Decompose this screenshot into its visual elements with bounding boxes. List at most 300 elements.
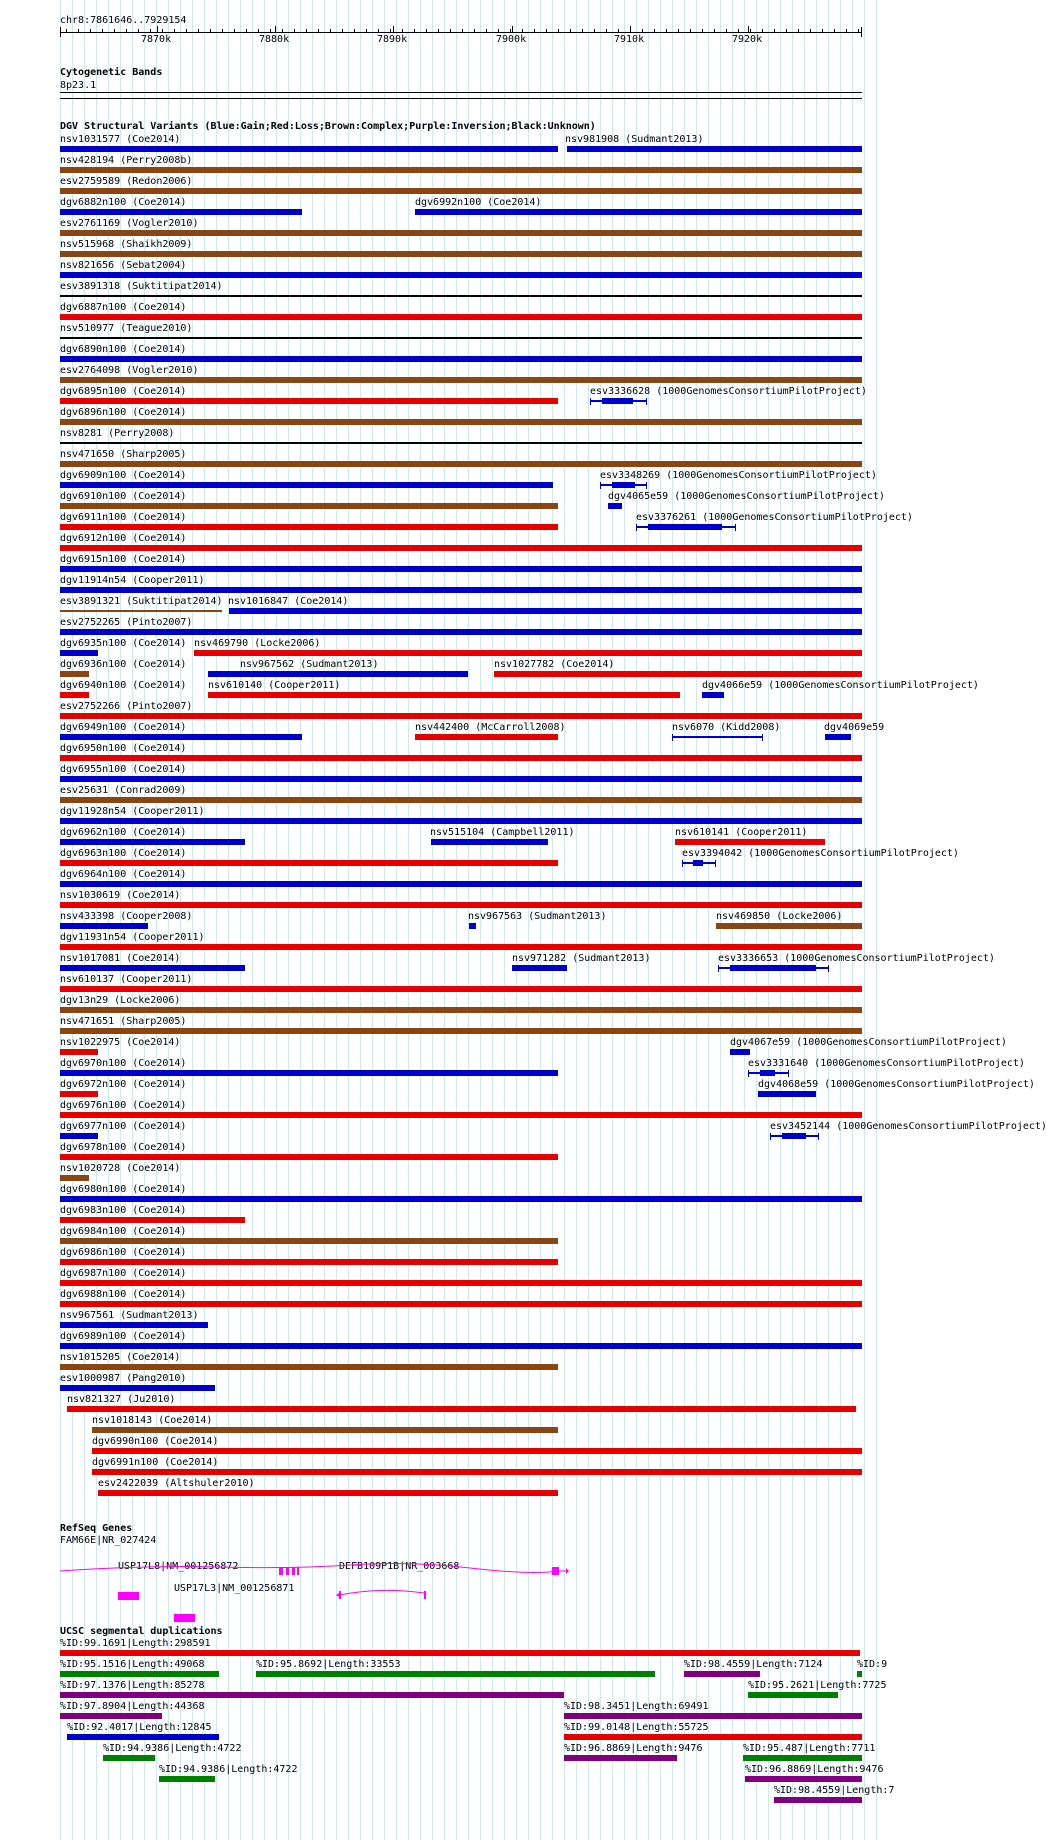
variant-label[interactable]: esv1000987 (Pang2010) bbox=[60, 1373, 187, 1384]
dgv-track-title: DGV Structural Variants (Blue:Gain;Red:Loss;Brown:Complex;Purple:Inversion;Black:Unknown) bbox=[60, 121, 596, 132]
variant-label[interactable]: dgv6970n100 (Coe2014) bbox=[60, 1058, 187, 1069]
variant-bar[interactable] bbox=[648, 524, 722, 530]
segdup-bar[interactable] bbox=[60, 1671, 219, 1677]
gene-label[interactable]: FAM66E|NR_027424 bbox=[60, 1535, 157, 1546]
variant-bar[interactable] bbox=[60, 1217, 245, 1223]
variant-label[interactable]: dgv6963n100 (Coe2014) bbox=[60, 848, 187, 859]
variant-label[interactable]: nsv469850 (Locke2006) bbox=[716, 911, 843, 922]
variant-bar[interactable] bbox=[825, 734, 851, 740]
variant-bar[interactable] bbox=[60, 860, 558, 866]
variant-label[interactable]: esv3336628 (1000GenomesConsortiumPilotProject) bbox=[590, 386, 867, 397]
segdup-label[interactable]: %ID:97.8904|Length:44368 bbox=[60, 1701, 205, 1712]
variant-label[interactable]: dgv6986n100 (Coe2014) bbox=[60, 1247, 187, 1258]
ruler-minor-tick bbox=[786, 29, 787, 32]
variant-bar[interactable] bbox=[415, 734, 558, 740]
variant-bar[interactable] bbox=[675, 839, 825, 845]
variant-label[interactable]: esv3891318 (Suktitipat2014) bbox=[60, 281, 223, 292]
variant-label[interactable]: dgv6912n100 (Coe2014) bbox=[60, 533, 187, 544]
variant-label[interactable]: nsv1031577 (Coe2014) bbox=[60, 134, 181, 145]
variant-bar[interactable] bbox=[730, 965, 816, 971]
variant-label[interactable]: dgv6896n100 (Coe2014) bbox=[60, 407, 187, 418]
gene-label[interactable]: USP17L3|NM_001256871 bbox=[174, 1583, 295, 1594]
variant-end-tick bbox=[682, 860, 683, 867]
ruler-minor-tick bbox=[702, 29, 703, 32]
segdup-bar[interactable] bbox=[60, 1713, 162, 1719]
variant-end-tick bbox=[828, 965, 829, 972]
variant-label[interactable]: dgv6882n100 (Coe2014) bbox=[60, 197, 187, 208]
ruler-minor-tick bbox=[330, 29, 331, 32]
variant-label[interactable]: dgv6887n100 (Coe2014) bbox=[60, 302, 187, 313]
variant-bar[interactable] bbox=[60, 482, 553, 488]
variant-bar[interactable] bbox=[60, 1238, 558, 1244]
variant-label[interactable]: nsv1020728 (Coe2014) bbox=[60, 1163, 181, 1174]
variant-bar[interactable] bbox=[760, 1070, 775, 1076]
variant-bar[interactable] bbox=[60, 1175, 89, 1181]
variant-label[interactable]: dgv4065e59 (1000GenomesConsortiumPilotProject) bbox=[608, 491, 885, 502]
variant-label[interactable]: esv3452144 (1000GenomesConsortiumPilotProject) bbox=[770, 1121, 1047, 1132]
variant-bar[interactable] bbox=[469, 923, 476, 929]
cytoband-title: Cytogenetic Bands bbox=[60, 67, 163, 78]
cytoband-name: 8p23.1 bbox=[60, 80, 97, 91]
variant-end-tick bbox=[718, 965, 719, 972]
ruler-minor-tick bbox=[210, 29, 211, 32]
variant-label[interactable]: dgv6989n100 (Coe2014) bbox=[60, 1331, 187, 1342]
variant-label[interactable]: dgv6935n100 (Coe2014) bbox=[60, 638, 187, 649]
segdup-bar[interactable] bbox=[748, 1692, 838, 1698]
variant-bar[interactable] bbox=[60, 1196, 862, 1202]
segdup-bar[interactable] bbox=[67, 1734, 219, 1740]
variant-bar[interactable] bbox=[60, 713, 862, 719]
variant-label[interactable]: dgv6949n100 (Coe2014) bbox=[60, 722, 187, 733]
ruler-major-tick bbox=[630, 26, 631, 32]
ruler-minor-tick bbox=[282, 29, 283, 32]
ruler-position: chr8:7861646..7929154 bbox=[60, 15, 187, 26]
variant-bar[interactable] bbox=[60, 1364, 558, 1370]
variant-bar[interactable] bbox=[229, 608, 862, 614]
segdup-label[interactable]: %ID:98.4559|Length:7 bbox=[774, 1785, 895, 1796]
variant-bar[interactable] bbox=[60, 1070, 558, 1076]
variant-bar[interactable] bbox=[60, 1259, 558, 1265]
segdup-bar[interactable] bbox=[743, 1755, 862, 1761]
segdup-bar[interactable] bbox=[256, 1671, 655, 1677]
variant-bar[interactable] bbox=[60, 1049, 98, 1055]
variant-label[interactable]: dgv13n29 (Locke2006) bbox=[60, 995, 181, 1006]
segdup-label[interactable]: %ID:94.9386|Length:4722 bbox=[159, 1764, 298, 1775]
variant-label[interactable]: nsv515968 (Shaikh2009) bbox=[60, 239, 193, 250]
variant-bar[interactable] bbox=[60, 671, 89, 677]
variant-bar[interactable] bbox=[98, 1490, 558, 1496]
variant-bar[interactable] bbox=[60, 1028, 862, 1034]
variant-label[interactable]: nsv1016847 (Coe2014) bbox=[228, 596, 349, 607]
variant-label[interactable]: dgv6978n100 (Coe2014) bbox=[60, 1142, 187, 1153]
variant-label[interactable]: nsv981908 (Sudmant2013) bbox=[565, 134, 704, 145]
segdup-label[interactable]: %ID:98.3451|Length:69491 bbox=[564, 1701, 709, 1712]
variant-label[interactable]: esv2752265 (Pinto2007) bbox=[60, 617, 193, 628]
ruler-minor-tick bbox=[654, 29, 655, 32]
variant-label[interactable]: dgv6890n100 (Coe2014) bbox=[60, 344, 187, 355]
variant-extent[interactable] bbox=[60, 610, 222, 612]
ruler-minor-tick bbox=[390, 29, 391, 32]
ruler-minor-tick bbox=[534, 29, 535, 32]
segdup-label[interactable]: %ID:97.1376|Length:85278 bbox=[60, 1680, 205, 1691]
segdup-label[interactable]: %ID:92.4017|Length:12845 bbox=[67, 1722, 212, 1733]
variant-bar[interactable] bbox=[60, 965, 245, 971]
variant-label[interactable]: nsv1022975 (Coe2014) bbox=[60, 1037, 181, 1048]
variant-bar[interactable] bbox=[60, 650, 98, 656]
ruler-tick-label: 7880k bbox=[259, 34, 290, 45]
ruler-minor-tick bbox=[234, 29, 235, 32]
variant-label[interactable]: dgv6964n100 (Coe2014) bbox=[60, 869, 187, 880]
variant-bar[interactable] bbox=[60, 209, 302, 215]
variant-extent[interactable] bbox=[672, 736, 762, 738]
variant-label[interactable]: nsv610137 (Cooper2011) bbox=[60, 974, 193, 985]
variant-label[interactable]: nsv428194 (Perry2008b) bbox=[60, 155, 193, 166]
variant-label[interactable]: dgv6983n100 (Coe2014) bbox=[60, 1205, 187, 1216]
ruler-minor-tick bbox=[114, 29, 115, 32]
variant-end-tick bbox=[748, 1070, 749, 1077]
ruler-minor-tick bbox=[438, 29, 439, 32]
ruler-tick-label: 7910k bbox=[614, 34, 645, 45]
variant-bar[interactable] bbox=[60, 545, 862, 551]
segdup-bar[interactable] bbox=[564, 1734, 862, 1740]
ruler-minor-tick bbox=[678, 29, 679, 32]
variant-end-tick bbox=[788, 1070, 789, 1077]
variant-label[interactable]: esv25631 (Conrad2009) bbox=[60, 785, 187, 796]
variant-label[interactable]: esv2764098 (Vogler2010) bbox=[60, 365, 199, 376]
variant-end-tick bbox=[818, 1133, 819, 1140]
segdup-label[interactable]: %ID:99.0148|Length:55725 bbox=[564, 1722, 709, 1733]
ruler-minor-tick bbox=[822, 29, 823, 32]
ruler-minor-tick bbox=[222, 29, 223, 32]
variant-bar[interactable] bbox=[60, 755, 862, 761]
ruler-minor-tick bbox=[414, 29, 415, 32]
variant-bar[interactable] bbox=[60, 377, 862, 383]
variant-label[interactable]: esv3331640 (1000GenomesConsortiumPilotProject) bbox=[748, 1058, 1025, 1069]
variant-bar[interactable] bbox=[730, 1049, 750, 1055]
variant-bar[interactable] bbox=[208, 671, 468, 677]
ruler-major-tick bbox=[157, 26, 158, 32]
variant-bar[interactable] bbox=[612, 482, 635, 488]
variant-bar[interactable] bbox=[60, 314, 862, 320]
ruler-major-tick bbox=[748, 26, 749, 32]
ruler-minor-tick bbox=[666, 29, 667, 32]
variant-bar[interactable] bbox=[92, 1427, 558, 1433]
segdup-label[interactable]: %ID:95.2621|Length:7725 bbox=[748, 1680, 887, 1691]
variant-bar[interactable] bbox=[60, 419, 862, 425]
ruler-tick-label: 7890k bbox=[377, 34, 408, 45]
ruler-minor-tick bbox=[714, 29, 715, 32]
segdup-bar[interactable] bbox=[564, 1755, 677, 1761]
ruler-minor-tick bbox=[462, 29, 463, 32]
variant-bar[interactable] bbox=[60, 188, 862, 194]
ruler-minor-tick bbox=[186, 29, 187, 32]
variant-label[interactable]: nsv1015205 (Coe2014) bbox=[60, 1352, 181, 1363]
variant-label[interactable]: esv2759589 (Redon2006) bbox=[60, 176, 193, 187]
variant-bar[interactable] bbox=[60, 146, 558, 152]
variant-label[interactable]: nsv971282 (Sudmant2013) bbox=[512, 953, 651, 964]
segdup-label[interactable]: %ID:96.8869|Length:9476 bbox=[564, 1743, 703, 1754]
variant-label[interactable]: nsv442400 (McCarroll2008) bbox=[415, 722, 566, 733]
variant-bar[interactable] bbox=[60, 881, 862, 887]
variant-bar[interactable] bbox=[60, 797, 862, 803]
variant-bar[interactable] bbox=[60, 1112, 862, 1118]
ruler-minor-tick bbox=[594, 29, 595, 32]
variant-label[interactable]: nsv610140 (Cooper2011) bbox=[208, 680, 341, 691]
segdup-bar[interactable] bbox=[159, 1776, 215, 1782]
variant-bar[interactable] bbox=[602, 398, 633, 404]
variant-bar[interactable] bbox=[693, 860, 703, 866]
ruler-minor-tick bbox=[774, 29, 775, 32]
ruler-minor-tick bbox=[834, 29, 835, 32]
variant-bar[interactable] bbox=[60, 818, 862, 824]
ruler-minor-tick bbox=[510, 29, 511, 32]
variant-bar[interactable] bbox=[60, 1133, 98, 1139]
variant-label[interactable]: dgv11914n54 (Cooper2011) bbox=[60, 575, 205, 586]
variant-bar[interactable] bbox=[60, 1007, 862, 1013]
ruler-minor-tick bbox=[306, 29, 307, 32]
refseq-track-title: RefSeq Genes bbox=[60, 1523, 133, 1534]
variant-end-tick bbox=[770, 1133, 771, 1140]
variant-bar[interactable] bbox=[758, 1091, 816, 1097]
variant-end-tick bbox=[715, 860, 716, 867]
segdup-label[interactable]: %ID:98.4559|Length:7124 bbox=[684, 1659, 823, 1670]
variant-label[interactable]: nsv967563 (Sudmant2013) bbox=[468, 911, 607, 922]
variant-bar[interactable] bbox=[60, 839, 245, 845]
ruler-minor-tick bbox=[426, 29, 427, 32]
variant-bar[interactable] bbox=[67, 1406, 856, 1412]
variant-label[interactable]: dgv4067e59 (1000GenomesConsortiumPilotProject) bbox=[730, 1037, 1007, 1048]
variant-bar[interactable] bbox=[512, 965, 567, 971]
variant-extent[interactable] bbox=[60, 295, 862, 297]
variant-label[interactable]: dgv6987n100 (Coe2014) bbox=[60, 1268, 187, 1279]
variant-extent[interactable] bbox=[60, 337, 862, 339]
variant-label[interactable]: esv2752266 (Pinto2007) bbox=[60, 701, 193, 712]
variant-end-tick bbox=[636, 524, 637, 531]
variant-label[interactable]: dgv6895n100 (Coe2014) bbox=[60, 386, 187, 397]
variant-label[interactable]: dgv6915n100 (Coe2014) bbox=[60, 554, 187, 565]
variant-bar[interactable] bbox=[60, 1280, 862, 1286]
ruler-minor-tick bbox=[354, 29, 355, 32]
variant-bar[interactable] bbox=[608, 503, 622, 509]
variant-bar[interactable] bbox=[60, 398, 558, 404]
variant-label[interactable]: dgv6980n100 (Coe2014) bbox=[60, 1184, 187, 1195]
variant-bar[interactable] bbox=[494, 671, 862, 677]
variant-end-tick bbox=[672, 734, 673, 741]
ruler-major-tick bbox=[393, 26, 394, 32]
ruler-tick-label: 7900k bbox=[496, 34, 527, 45]
variant-bar[interactable] bbox=[60, 1301, 862, 1307]
variant-label[interactable]: nsv471651 (Sharp2005) bbox=[60, 1016, 187, 1027]
variant-bar[interactable] bbox=[92, 1448, 862, 1454]
gene-label[interactable]: USP17L8|NM_001256872 bbox=[118, 1561, 239, 1572]
variant-bar[interactable] bbox=[782, 1133, 806, 1139]
ruler-minor-tick bbox=[858, 29, 859, 32]
variant-bar[interactable] bbox=[415, 209, 862, 215]
variant-bar[interactable] bbox=[194, 650, 862, 656]
gene-label[interactable]: DEFB109P1B|NR_003668 bbox=[339, 1561, 460, 1572]
segdup-bar[interactable] bbox=[103, 1755, 155, 1761]
variant-bar[interactable] bbox=[60, 1322, 208, 1328]
variant-bar[interactable] bbox=[60, 944, 862, 950]
variant-label[interactable]: esv3348269 (1000GenomesConsortiumPilotProject) bbox=[600, 470, 877, 481]
variant-label[interactable]: nsv469790 (Locke2006) bbox=[194, 638, 321, 649]
variant-bar[interactable] bbox=[60, 1154, 558, 1160]
variant-label[interactable]: nsv1027782 (Coe2014) bbox=[494, 659, 615, 670]
variant-end-tick bbox=[735, 524, 736, 531]
variant-bar[interactable] bbox=[60, 692, 89, 698]
variant-label[interactable]: dgv11928n54 (Cooper2011) bbox=[60, 806, 205, 817]
variant-bar[interactable] bbox=[60, 230, 862, 236]
variant-label[interactable]: dgv4069e59 bbox=[824, 722, 885, 733]
variant-label[interactable]: nsv821327 (Ju2010) bbox=[67, 1394, 176, 1405]
variant-bar[interactable] bbox=[431, 839, 548, 845]
ruler-minor-tick bbox=[582, 29, 583, 32]
variant-label[interactable]: dgv6955n100 (Coe2014) bbox=[60, 764, 187, 775]
variant-label[interactable]: dgv6950n100 (Coe2014) bbox=[60, 743, 187, 754]
ruler-minor-tick bbox=[258, 29, 259, 32]
segdup-bar[interactable] bbox=[60, 1692, 564, 1698]
variant-label[interactable]: nsv1030619 (Coe2014) bbox=[60, 890, 181, 901]
variant-label[interactable]: nsv610141 (Cooper2011) bbox=[675, 827, 808, 838]
variant-bar[interactable] bbox=[60, 356, 862, 362]
variant-label[interactable]: esv3376261 (1000GenomesConsortiumPilotProject) bbox=[636, 512, 913, 523]
variant-bar[interactable] bbox=[60, 461, 862, 467]
segdup-bar[interactable] bbox=[745, 1776, 862, 1782]
ruler-minor-tick bbox=[498, 29, 499, 32]
ruler-major-tick bbox=[275, 26, 276, 32]
variant-bar[interactable] bbox=[60, 272, 862, 278]
variant-label[interactable]: dgv6984n100 (Coe2014) bbox=[60, 1226, 187, 1237]
variant-bar[interactable] bbox=[60, 776, 862, 782]
segdup-bar[interactable] bbox=[60, 1650, 860, 1656]
ruler-minor-tick bbox=[690, 29, 691, 32]
variant-label[interactable]: dgv6991n100 (Coe2014) bbox=[92, 1457, 219, 1468]
variant-label[interactable]: nsv821656 (Sebat2004) bbox=[60, 260, 187, 271]
segdup-track-title: UCSC segmental duplications bbox=[60, 1626, 223, 1637]
variant-bar[interactable] bbox=[60, 167, 862, 173]
segdup-label[interactable]: %ID:9 bbox=[857, 1659, 888, 1670]
variant-label[interactable]: dgv6990n100 (Coe2014) bbox=[92, 1436, 219, 1447]
ruler-minor-tick bbox=[402, 29, 403, 32]
variant-bar[interactable] bbox=[60, 566, 862, 572]
segdup-bar[interactable] bbox=[684, 1671, 760, 1677]
variant-label[interactable]: dgv6910n100 (Coe2014) bbox=[60, 491, 187, 502]
variant-label[interactable]: esv3891321 (Suktitipat2014) bbox=[60, 596, 223, 607]
variant-bar[interactable] bbox=[702, 692, 724, 698]
ruler-minor-tick bbox=[738, 29, 739, 32]
segdup-bar[interactable] bbox=[857, 1671, 862, 1677]
ruler-end-tick bbox=[60, 27, 61, 37]
variant-label[interactable]: nsv967561 (Sudmant2013) bbox=[60, 1310, 199, 1321]
variant-label[interactable]: nsv1018143 (Coe2014) bbox=[92, 1415, 213, 1426]
ruler-tick-label: 7920k bbox=[732, 34, 763, 45]
variant-end-tick bbox=[646, 398, 647, 405]
variant-label[interactable]: nsv510977 (Teague2010) bbox=[60, 323, 193, 334]
ruler-minor-tick bbox=[558, 29, 559, 32]
variant-label[interactable]: dgv6977n100 (Coe2014) bbox=[60, 1121, 187, 1132]
variant-bar[interactable] bbox=[92, 1469, 862, 1475]
segdup-label[interactable]: %ID:99.1691|Length:298591 bbox=[60, 1638, 211, 1649]
ruler-minor-tick bbox=[726, 29, 727, 32]
variant-label[interactable]: nsv6070 (Kidd2008) bbox=[672, 722, 781, 733]
segdup-bar[interactable] bbox=[564, 1713, 862, 1719]
ruler-minor-tick bbox=[642, 29, 643, 32]
ruler-minor-tick bbox=[618, 29, 619, 32]
ruler-minor-tick bbox=[366, 29, 367, 32]
variant-bar[interactable] bbox=[60, 629, 862, 635]
variant-label[interactable]: esv3394042 (1000GenomesConsortiumPilotProject) bbox=[682, 848, 959, 859]
variant-label[interactable]: nsv515104 (Campbell2011) bbox=[430, 827, 575, 838]
ruler-minor-tick bbox=[846, 29, 847, 32]
ruler-minor-tick bbox=[750, 29, 751, 32]
gene-models[interactable] bbox=[0, 1543, 890, 1633]
variant-label[interactable]: nsv967562 (Sudmant2013) bbox=[240, 659, 379, 670]
variant-label[interactable]: dgv6962n100 (Coe2014) bbox=[60, 827, 187, 838]
variant-label[interactable]: dgv6909n100 (Coe2014) bbox=[60, 470, 187, 481]
segdup-label[interactable]: %ID:95.1516|Length:49068 bbox=[60, 1659, 205, 1670]
variant-bar[interactable] bbox=[60, 1091, 98, 1097]
ruler-minor-tick bbox=[90, 29, 91, 32]
variant-bar[interactable] bbox=[60, 1385, 215, 1391]
variant-bar[interactable] bbox=[60, 734, 302, 740]
ruler-minor-tick bbox=[570, 29, 571, 32]
ruler-minor-tick bbox=[474, 29, 475, 32]
variant-label[interactable]: esv2761169 (Vogler2010) bbox=[60, 218, 199, 229]
variant-bar[interactable] bbox=[60, 587, 862, 593]
ruler-minor-tick bbox=[378, 29, 379, 32]
variant-bar[interactable] bbox=[208, 692, 680, 698]
segdup-label[interactable]: %ID:95.8692|Length:33553 bbox=[256, 1659, 401, 1670]
segdup-label[interactable]: %ID:94.9386|Length:4722 bbox=[103, 1743, 242, 1754]
variant-label[interactable]: nsv433398 (Cooper2008) bbox=[60, 911, 193, 922]
ruler-minor-tick bbox=[810, 29, 811, 32]
variant-bar[interactable] bbox=[60, 251, 862, 257]
variant-label[interactable]: dgv6940n100 (Coe2014) bbox=[60, 680, 187, 691]
variant-bar[interactable] bbox=[60, 902, 862, 908]
variant-label[interactable]: esv2422039 (Altshuler2010) bbox=[98, 1478, 255, 1489]
variant-label[interactable]: dgv6936n100 (Coe2014) bbox=[60, 659, 187, 670]
variant-end-tick bbox=[590, 398, 591, 405]
variant-bar[interactable] bbox=[716, 923, 862, 929]
variant-bar[interactable] bbox=[60, 524, 558, 530]
variant-extent[interactable] bbox=[60, 442, 862, 444]
ruler-minor-tick bbox=[450, 29, 451, 32]
variant-label[interactable]: dgv11931n54 (Cooper2011) bbox=[60, 932, 205, 943]
variant-label[interactable]: dgv6992n100 (Coe2014) bbox=[415, 197, 542, 208]
variant-label[interactable]: dgv4068e59 (1000GenomesConsortiumPilotProject) bbox=[758, 1079, 1035, 1090]
ruler-minor-tick bbox=[606, 29, 607, 32]
variant-bar[interactable] bbox=[60, 503, 558, 509]
segdup-label[interactable]: %ID:95.487|Length:7711 bbox=[743, 1743, 876, 1754]
segdup-label[interactable]: %ID:96.8869|Length:9476 bbox=[745, 1764, 884, 1775]
variant-label[interactable]: nsv471650 (Sharp2005) bbox=[60, 449, 187, 460]
ruler-minor-tick bbox=[762, 29, 763, 32]
variant-bar[interactable] bbox=[60, 1343, 862, 1349]
variant-label[interactable]: dgv6988n100 (Coe2014) bbox=[60, 1289, 187, 1300]
variant-label[interactable]: dgv6976n100 (Coe2014) bbox=[60, 1100, 187, 1111]
variant-label[interactable]: dgv6972n100 (Coe2014) bbox=[60, 1079, 187, 1090]
variant-bar[interactable] bbox=[567, 146, 862, 152]
ruler-minor-tick bbox=[798, 29, 799, 32]
variant-label[interactable]: nsv8281 (Perry2008) bbox=[60, 428, 175, 439]
variant-label[interactable]: dgv4066e59 (1000GenomesConsortiumPilotProject) bbox=[702, 680, 979, 691]
segdup-bar[interactable] bbox=[774, 1797, 862, 1803]
variant-label[interactable]: nsv1017081 (Coe2014) bbox=[60, 953, 181, 964]
variant-bar[interactable] bbox=[60, 986, 862, 992]
variant-label[interactable]: esv3336653 (1000GenomesConsortiumPilotProject) bbox=[718, 953, 995, 964]
variant-bar[interactable] bbox=[60, 923, 148, 929]
variant-label[interactable]: dgv6911n100 (Coe2014) bbox=[60, 512, 187, 523]
